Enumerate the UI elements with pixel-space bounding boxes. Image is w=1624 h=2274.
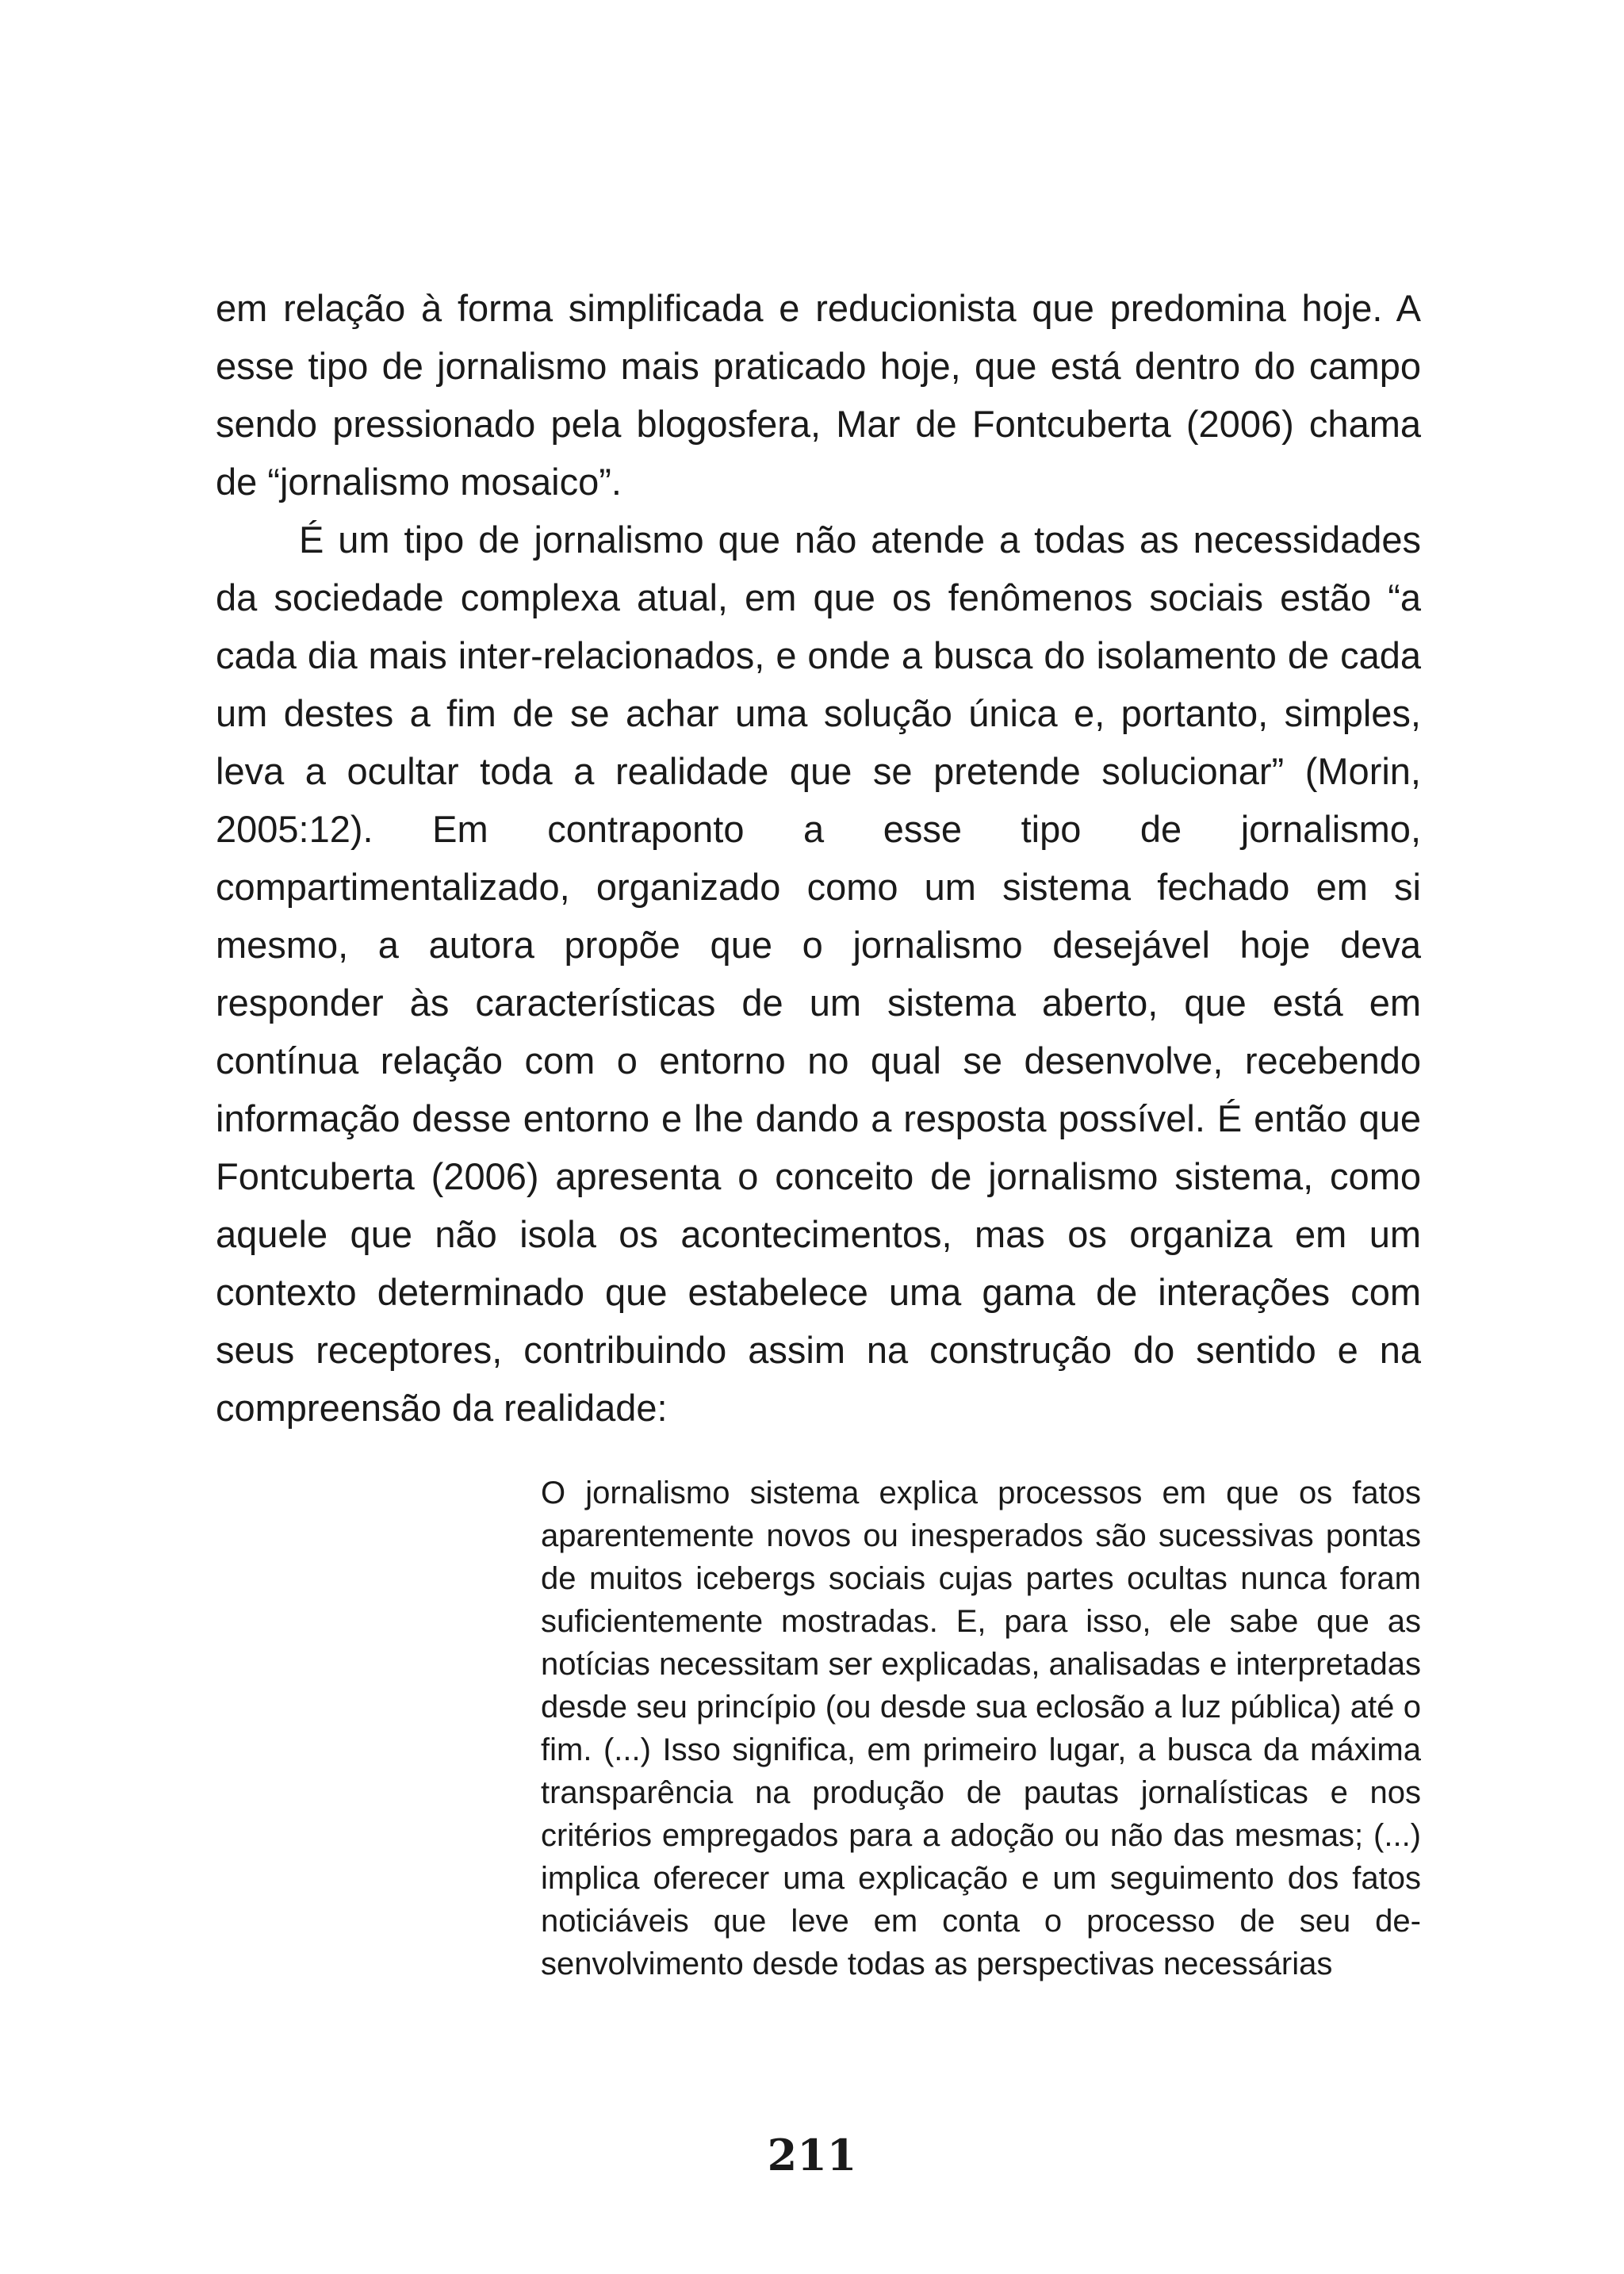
- block-quote: [541, 1472, 1421, 1985]
- body-paragraph: É um tipo de jornalismo que não atende a todas as necessidades da sociedade complexa atual, em que os fenômenos sociais estão “a cada dia mais inter-relacionados, e onde a busca do isolamento de cada um destes a fim de se achar uma solução única e, portanto, simples, leva a ocultar toda a realidade que se pretende solucionar” (Morin, 2005:12). Em contraponto a esse tipo de jornalismo, compartimentalizado, organizado como um sistema fechado em si mesmo, a autora propõe que o jornalismo desejável hoje deva responder às características de um sistema aberto, que está em contínua relação com o entorno no qual se desenvolve, recebendo informação desse entorno e lhe dando a resposta possível. É então que Fontcuberta (2006) apresenta o conceito de jornalismo sistema, como aquele que não isola os acontecimentos, mas os organiza em um contexto determinado que estabelece uma gama de interações com seus receptores, contribuindo assim na construção do sentido e na compreensão da realidade:: [216, 519, 1421, 1429]
- block-quote-text: O jornalismo sistema explica processos em que os fatos aparentemente novos ou inesperados são sucessivas pontas de muitos icebergs sociais cujas partes ocultas nunca foram suficientemente mostradas. E, para isso, ele sabe que as notícias necessitam ser explicadas, analisadas e interpretadas desde seu princípio (ou desde sua eclosão a luz pública) até o fim. (...) Isso significa, em primeiro lugar, a busca da máxima transparência na produção de pautas jornalísticas e nos critérios empregados para a adoção ou não das mesmas; (...) implica oferecer uma explicação e um seguimento dos fatos noticiáveis que leve em conta o processo de seu desenvolvimento desde todas as perspectivas necessárias: [541, 1476, 1421, 1981]
- main-text-block: [216, 279, 1421, 1437]
- body-paragraph: em relação à forma simplificada e reducionista que predomina hoje. A esse tipo de jornalismo mais praticado hoje, que está dentro do campo sendo pressionado pela blogosfera, Mar de Fontcuberta (2006) chama de “jornalismo mosaico”.: [216, 287, 1421, 503]
- page-number: 211: [767, 2130, 857, 2180]
